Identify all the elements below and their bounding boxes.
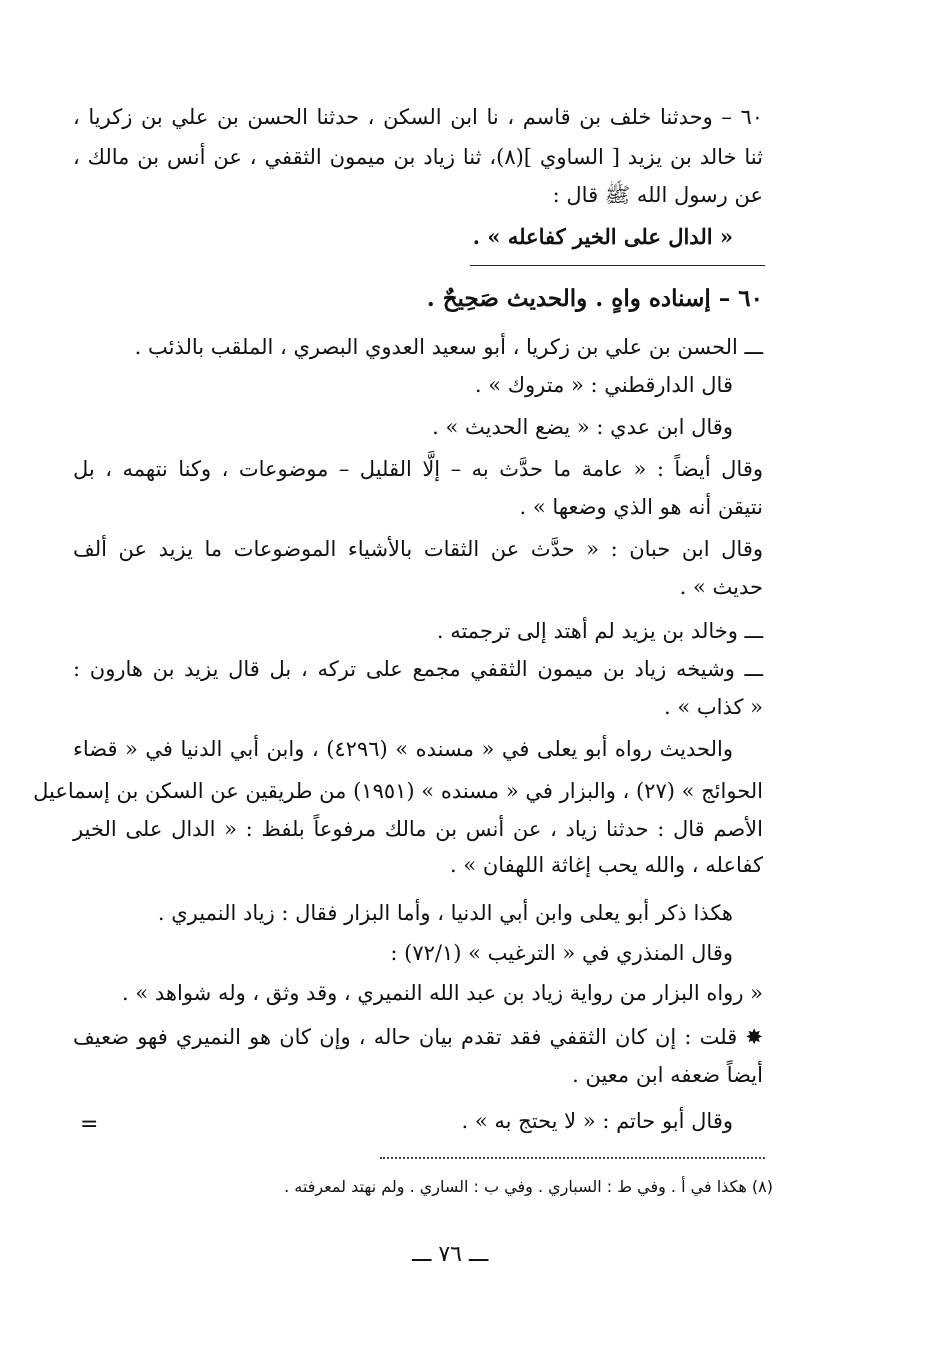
page-number: ـــ ٧٦ ـــ (412, 1242, 489, 1267)
takhrij-line-1: والحديث رواه أبو يعلى في « مسنده » (٤٢٩٦) ، وابن أبي الدنيا في « قضاء (73, 737, 733, 761)
commentary-line-2: قال الدارقطني : « متروك » . (474, 373, 733, 397)
footnote-8: (٨) هكذا في أ . وفي ط : السباري . وفي ب : الساري . ولم نهتد لمعرفته . (284, 1177, 773, 1196)
hadith-matn: « الدال على الخير كفاعله » . (472, 224, 733, 249)
note-line-4: ✸ قلت : إن كان الثقفي فقد تقدم بيان حاله ، وإن كان هو النميري فهو ضعيف (73, 1025, 763, 1049)
hadith-line-2: ثنا خالد بن يزيد [ الساوي ](٨)، ثنا زياد بن ميمون الثقفي ، عن أنس بن مالك ، (73, 145, 763, 169)
note-line-2: وقال المنذري في « الترغيب » (٧٢/١) : (390, 941, 733, 965)
takhrij-line-4: كفاعله ، والله يحب إغاثة اللهفان » . (449, 853, 763, 877)
takhrij-line-3: الأصم قال : حدثنا زياد ، عن أنس بن مالك مرفوعاً بلفظ : « الدال على الخير (73, 817, 763, 841)
note-line-6: وقال أبو حاتم : « لا يحتج به » . (461, 1109, 733, 1133)
commentary-line-7: حديث » . (679, 575, 763, 599)
note-line-3: « رواه البزار من رواية زياد بن عبد الله النميري ، وقد وثق ، وله شواهد » . (122, 981, 763, 1005)
commentary-line-10: « كذاب » . (663, 695, 763, 719)
commentary-line-3: وقال ابن عدي : « يضع الحديث » . (432, 415, 733, 439)
hadith-line-1: ٦٠ – وحدثنا خلف بن قاسم ، نا ابن السكن ، حدثنا الحسن بن علي بن زكريا ، (73, 105, 763, 129)
hadith-line-3: عن رسول الله ﷺ قال : (552, 183, 763, 207)
footnote-separator (380, 1157, 765, 1159)
commentary-line-8: ـــ وخالد بن يزيد لم أهتد إلى ترجمته . (436, 619, 763, 643)
section-divider (470, 265, 765, 266)
continuation-mark: = (80, 1112, 99, 1137)
commentary-line-4: وقال أيضاً : « عامة ما حدَّث به – إلَّا القليل – موضوعات ، وكنا نتهمه ، بل (73, 457, 763, 481)
takhrij-line-2: الحوائج » (٢٧) ، والبزار في « مسنده » (١٩٥١) من طريقين عن السكن بن إسماعيل (33, 779, 763, 803)
commentary-line-6: وقال ابن حبان : « حدَّث عن الثقات بالأشياء الموضوعات ما يزيد عن ألف (73, 537, 763, 561)
commentary-line-5: نتيقن أنه هو الذي وضعها » . (519, 495, 763, 519)
commentary-line-1: ـــ الحسن بن علي بن زكريا ، أبو سعيد العدوي البصري ، الملقب بالذئب . (134, 335, 763, 359)
note-line-5: أيضاً ضعفه ابن معين . (572, 1063, 763, 1087)
note-line-1: هكذا ذكر أبو يعلى وابن أبي الدنيا ، وأما البزار فقال : زياد النميري . (157, 901, 733, 925)
commentary-line-9: ـــ وشيخه زياد بن ميمون الثقفي مجمع على تركه ، بل قال يزيد بن هارون : (73, 657, 763, 681)
section-heading: ٦٠ – إسناده واهٍ . والحديث صَحِيحٌ . (426, 285, 763, 312)
